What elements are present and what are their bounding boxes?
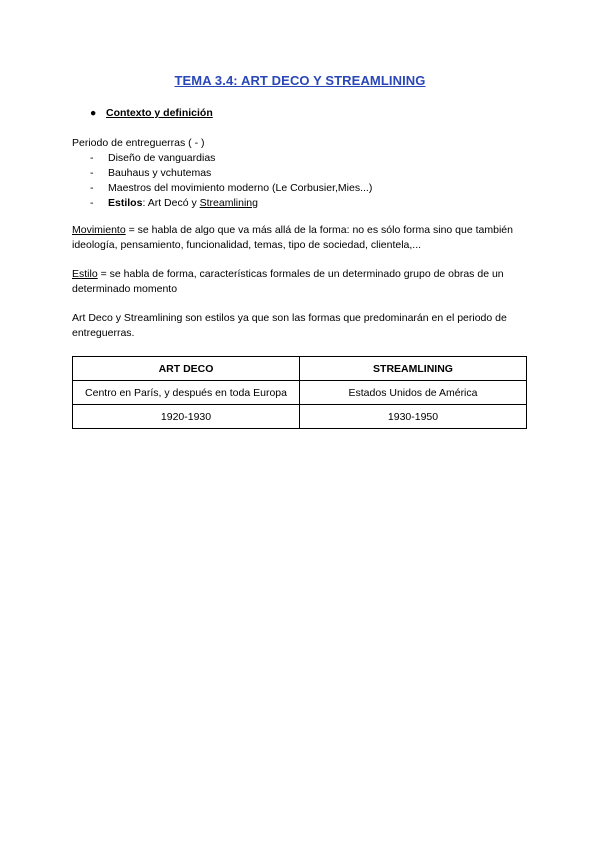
movimiento-definition: = se habla de algo que va más allá de la forma: no es sólo forma sino que también ideología, pensamiento, funcionalidad, temas, tipo de sociedad, clientela,... xyxy=(72,224,513,251)
streamlining-link[interactable]: Streamlining xyxy=(199,197,258,209)
table-cell: Centro en París, y después en toda Europa xyxy=(73,381,300,405)
section-heading-text: Contexto y definición xyxy=(106,107,213,119)
table-header-cell: ART DECO xyxy=(73,357,300,381)
table-header-cell: STREAMLINING xyxy=(300,357,527,381)
table-cell: Estados Unidos de América xyxy=(300,381,527,405)
table-cell: 1930-1950 xyxy=(300,405,527,429)
estilo-term: Estilo xyxy=(72,268,98,280)
page-title: TEMA 3.4: ART DECO Y STREAMLINING xyxy=(174,73,426,88)
table-cell: 1920-1930 xyxy=(73,405,300,429)
periodo-block xyxy=(72,136,532,211)
periodo-intro: Periodo de entreguerras ( - ) xyxy=(72,137,205,149)
movimiento-term: Movimiento xyxy=(72,224,126,236)
estilo-paragraph xyxy=(72,267,532,297)
list-item: - Bauhaus y vchutemas xyxy=(90,167,212,179)
estilo-definition: = se habla de forma, características formales de un determinado grupo de obras de un determinado momento xyxy=(72,268,504,295)
list-item: - Maestros del movimiento moderno (Le Corbusier,Mies...) xyxy=(90,182,373,194)
bullet-icon: ● xyxy=(90,107,97,119)
list-item-estilos: - Estilos: Art Decó y Streamlining xyxy=(90,197,258,209)
section-heading xyxy=(90,107,213,119)
periodo-list xyxy=(72,151,532,211)
table-row xyxy=(73,405,527,429)
table-header-row xyxy=(73,357,527,381)
list-item-text: Maestros del movimiento moderno (Le Corbusier,Mies...) xyxy=(108,182,373,194)
list-item-text: Diseño de vanguardias xyxy=(108,152,216,164)
conclusion-paragraph: Art Deco y Streamlining son estilos ya que son las formas que predominarán en el periodo de entreguerras. xyxy=(72,312,507,339)
movimiento-paragraph xyxy=(72,223,532,253)
estilos-sep: : Art Decó y xyxy=(142,197,200,209)
list-item-text: Bauhaus y vchutemas xyxy=(108,167,212,179)
table-row xyxy=(73,381,527,405)
comparison-table xyxy=(72,356,527,429)
list-item: - Diseño de vanguardias xyxy=(90,152,216,164)
estilos-label: Estilos xyxy=(108,197,143,209)
